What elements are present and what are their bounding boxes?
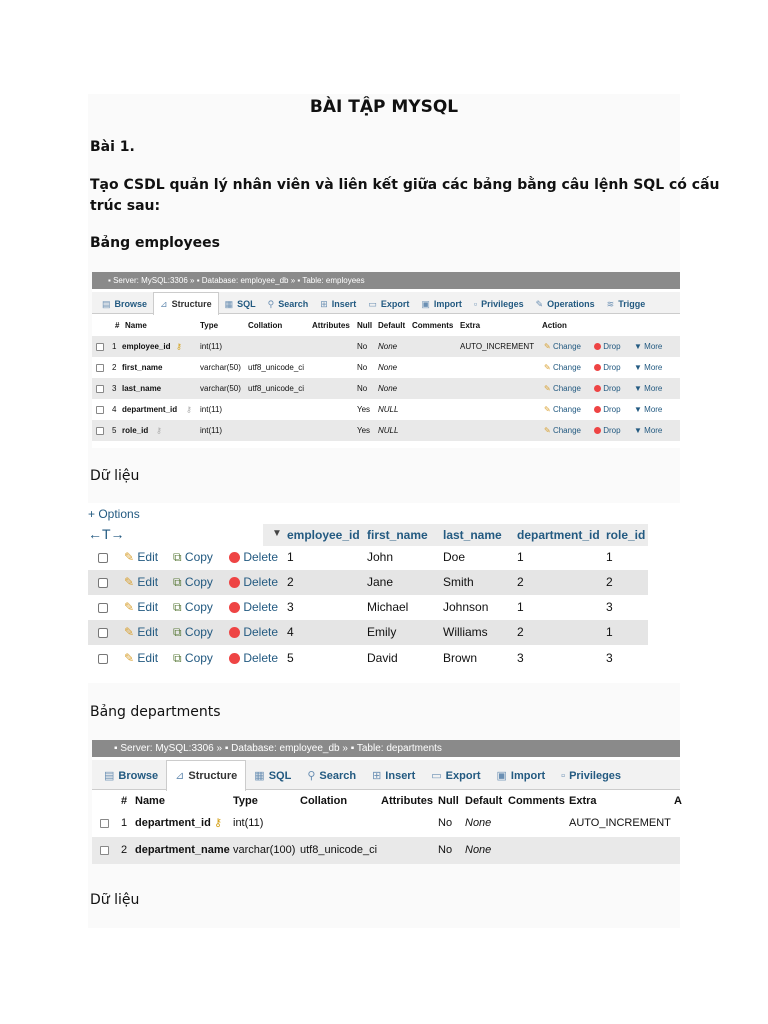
copy-icon: ⧉ bbox=[173, 575, 182, 589]
pencil-icon: ✎ bbox=[124, 575, 135, 589]
copy-button[interactable] bbox=[173, 570, 213, 595]
change-label: Change bbox=[552, 363, 581, 372]
server-icon: ▪ bbox=[114, 743, 121, 754]
row-checkbox[interactable] bbox=[96, 427, 104, 435]
change-button[interactable] bbox=[544, 336, 581, 357]
structure-row bbox=[92, 399, 680, 420]
caret-down-icon: ▼ bbox=[634, 405, 642, 414]
col-null: No bbox=[438, 844, 453, 856]
drop-label: Drop bbox=[603, 405, 621, 414]
tab-label: Import bbox=[510, 770, 546, 782]
col-name: first_name bbox=[122, 363, 163, 372]
tab-export[interactable] bbox=[423, 761, 488, 791]
col-null: Yes bbox=[357, 405, 371, 414]
row-checkbox[interactable] bbox=[98, 603, 108, 613]
col-header-first-name[interactable]: first_name bbox=[367, 528, 428, 542]
edit-button[interactable] bbox=[124, 595, 158, 620]
structure-row bbox=[92, 357, 680, 378]
drop-button[interactable] bbox=[594, 336, 621, 357]
tab-label: Browse bbox=[118, 770, 159, 782]
delete-icon bbox=[229, 577, 240, 588]
drop-button[interactable] bbox=[594, 399, 621, 420]
tab-label: Import bbox=[433, 299, 462, 309]
data-heading-employees: Dữ liệu bbox=[90, 468, 140, 484]
database-icon: ▪ bbox=[224, 743, 232, 754]
table-icon: ▪ bbox=[297, 276, 303, 285]
tab-search[interactable] bbox=[262, 293, 315, 315]
row-checkbox[interactable] bbox=[96, 385, 104, 393]
delete-label: Delete bbox=[243, 575, 279, 589]
triggers-icon: ≋ bbox=[606, 299, 615, 309]
departments-structure-screenshot bbox=[92, 740, 680, 864]
index-key-icon: ⚷ bbox=[156, 426, 162, 435]
delete-label: Delete bbox=[243, 651, 279, 665]
browse-icon: ▤ bbox=[102, 299, 111, 309]
tab-label: Insert bbox=[385, 770, 416, 782]
import-icon: ▣ bbox=[496, 770, 507, 782]
col-header-action: Action bbox=[542, 321, 567, 330]
col-default: NULL bbox=[378, 405, 399, 414]
edit-label: Edit bbox=[137, 550, 159, 564]
cell-department-id[interactable]: 2 bbox=[517, 625, 524, 639]
export-icon: ▭ bbox=[368, 299, 377, 309]
structure-row bbox=[92, 810, 680, 837]
sort-desc-icon: ▼ bbox=[272, 528, 282, 539]
col-name: department_id bbox=[122, 405, 178, 414]
breadcrumb-database[interactable]: Database: employee_db bbox=[201, 276, 289, 285]
col-header-extra: Extra bbox=[569, 795, 597, 807]
tab-privileges[interactable] bbox=[553, 761, 629, 791]
data-heading-departments: Dữ liệu bbox=[90, 892, 140, 908]
export-icon: ▭ bbox=[431, 770, 442, 782]
more-label: More bbox=[644, 426, 663, 435]
structure-row bbox=[92, 378, 680, 399]
row-checkbox[interactable] bbox=[98, 553, 108, 563]
database-icon: ▪ bbox=[196, 276, 202, 285]
col-null: No bbox=[357, 342, 368, 351]
delete-button[interactable] bbox=[229, 570, 278, 595]
cell-role-id[interactable]: 1 bbox=[606, 550, 613, 564]
structure-icon: ⊿ bbox=[175, 770, 185, 782]
copy-icon: ⧉ bbox=[173, 651, 182, 665]
tab-label: Trigge bbox=[618, 299, 646, 309]
column-arrows[interactable]: ←T→ bbox=[88, 526, 125, 542]
col-header-department-id[interactable]: department_id bbox=[517, 528, 600, 542]
wrench-icon: ✎ bbox=[535, 299, 544, 309]
drop-icon bbox=[594, 364, 601, 371]
row-checkbox[interactable] bbox=[100, 819, 109, 828]
delete-button[interactable] bbox=[229, 646, 278, 671]
copy-label: Copy bbox=[184, 651, 213, 665]
delete-label: Delete bbox=[243, 550, 279, 564]
tab-label: Insert bbox=[331, 299, 357, 309]
insert-icon: ⊞ bbox=[372, 770, 382, 782]
drop-icon bbox=[594, 343, 601, 350]
edit-label: Edit bbox=[137, 575, 159, 589]
col-name: department_id bbox=[135, 817, 211, 829]
pencil-icon: ✎ bbox=[124, 600, 135, 614]
breadcrumb-separator: » bbox=[190, 276, 195, 285]
tab-label: Structure bbox=[171, 299, 212, 309]
breadcrumb-server[interactable]: Server: MySQL:3306 bbox=[120, 743, 214, 754]
col-header-default: Default bbox=[465, 795, 503, 807]
edit-label: Edit bbox=[137, 625, 159, 639]
copy-label: Copy bbox=[184, 550, 213, 564]
col-num: 1 bbox=[112, 342, 117, 351]
change-button[interactable] bbox=[544, 399, 581, 420]
breadcrumb bbox=[92, 272, 680, 289]
more-label: More bbox=[644, 342, 663, 351]
breadcrumb-database[interactable]: Database: employee_db bbox=[231, 743, 340, 754]
copy-icon: ⧉ bbox=[173, 600, 182, 614]
privileges-icon: ▫ bbox=[561, 770, 566, 782]
col-extra: AUTO_INCREMENT bbox=[460, 342, 535, 351]
col-header-role-id[interactable]: role_id bbox=[606, 528, 646, 542]
col-header-num: # bbox=[121, 795, 128, 807]
departments-heading: Bảng departments bbox=[90, 704, 221, 720]
pencil-icon: ✎ bbox=[544, 405, 551, 414]
drop-button[interactable] bbox=[594, 378, 621, 399]
col-type: int(11) bbox=[200, 405, 223, 414]
copy-button[interactable] bbox=[173, 595, 213, 620]
cell-role-id[interactable]: 2 bbox=[606, 575, 613, 589]
caret-down-icon: ▼ bbox=[634, 363, 642, 372]
pencil-icon: ✎ bbox=[124, 550, 135, 564]
row-checkbox[interactable] bbox=[98, 654, 108, 664]
col-num: 4 bbox=[112, 405, 117, 414]
copy-button[interactable] bbox=[173, 646, 213, 671]
pencil-icon: ✎ bbox=[544, 363, 551, 372]
col-type: varchar(50) bbox=[200, 363, 241, 372]
tab-label: Export bbox=[445, 770, 481, 782]
row-checkbox[interactable] bbox=[98, 628, 108, 638]
row-checkbox[interactable] bbox=[96, 406, 104, 414]
privileges-icon: ▫ bbox=[473, 299, 478, 309]
drop-label: Drop bbox=[603, 342, 621, 351]
change-label: Change bbox=[552, 384, 581, 393]
tab-label: Operations bbox=[547, 299, 595, 309]
cell-last-name[interactable]: Brown bbox=[443, 651, 478, 665]
tab-label: Structure bbox=[188, 770, 238, 782]
change-button[interactable] bbox=[544, 420, 581, 441]
employees-heading: Bảng employees bbox=[90, 235, 220, 251]
browse-icon: ▤ bbox=[104, 770, 115, 782]
col-header-collation: Collation bbox=[248, 321, 283, 330]
employees-data-grid bbox=[88, 503, 680, 683]
row-checkbox[interactable] bbox=[96, 364, 104, 372]
cell-employee-id[interactable]: 3 bbox=[287, 600, 294, 614]
col-header-comments: Comments bbox=[412, 321, 454, 330]
col-header-collation: Collation bbox=[300, 795, 348, 807]
change-label: Change bbox=[552, 342, 581, 351]
breadcrumb-separator: » bbox=[290, 276, 296, 285]
breadcrumb-table[interactable]: Table: departments bbox=[356, 743, 442, 754]
col-null: Yes bbox=[357, 426, 371, 435]
cell-first-name[interactable]: Emily bbox=[367, 625, 397, 639]
tab-bar bbox=[92, 760, 680, 790]
caret-down-icon: ▼ bbox=[634, 384, 642, 393]
server-icon: ▪ bbox=[108, 276, 114, 285]
tab-browse[interactable] bbox=[96, 761, 166, 791]
copy-icon: ⧉ bbox=[173, 550, 182, 564]
col-type: int(11) bbox=[233, 817, 264, 829]
cell-employee-id[interactable]: 2 bbox=[287, 575, 294, 589]
edit-button[interactable] bbox=[124, 545, 158, 570]
pencil-icon: ✎ bbox=[544, 426, 551, 435]
pencil-icon: ✎ bbox=[124, 625, 135, 639]
row-checkbox[interactable] bbox=[100, 846, 109, 855]
col-header-default: Default bbox=[378, 321, 406, 330]
col-header-comments: Comments bbox=[508, 795, 565, 807]
delete-icon bbox=[229, 602, 240, 613]
col-header-null: Null bbox=[438, 795, 459, 807]
tab-label: Export bbox=[380, 299, 410, 309]
col-name: last_name bbox=[122, 384, 162, 393]
delete-icon bbox=[229, 552, 240, 563]
breadcrumb-separator: » bbox=[216, 743, 223, 754]
cell-first-name[interactable]: John bbox=[367, 550, 394, 564]
breadcrumb-server[interactable]: Server: MySQL:3306 bbox=[113, 276, 188, 285]
cell-role-id[interactable]: 3 bbox=[606, 600, 613, 614]
document-title: BÀI TẬP MYSQL bbox=[309, 97, 459, 117]
col-header-extra: Extra bbox=[460, 321, 481, 330]
col-num: 3 bbox=[112, 384, 117, 393]
copy-icon: ⧉ bbox=[173, 625, 182, 639]
col-null: No bbox=[357, 384, 368, 393]
import-icon: ▣ bbox=[421, 299, 430, 309]
col-null: No bbox=[357, 363, 368, 372]
col-type: int(11) bbox=[200, 342, 223, 351]
cell-employee-id[interactable]: 5 bbox=[287, 651, 294, 665]
drop-label: Drop bbox=[603, 426, 621, 435]
structure-icon: ⊿ bbox=[160, 299, 168, 309]
drop-button[interactable] bbox=[594, 420, 621, 441]
tab-label: Search bbox=[319, 770, 357, 782]
table-row bbox=[88, 646, 648, 671]
breadcrumb bbox=[92, 740, 680, 757]
copy-label: Copy bbox=[184, 575, 213, 589]
delete-button[interactable] bbox=[229, 620, 278, 645]
employees-structure-screenshot bbox=[92, 272, 680, 448]
col-name: employee_id bbox=[122, 342, 171, 351]
tab-operations[interactable] bbox=[530, 293, 601, 315]
tab-browse[interactable] bbox=[96, 293, 153, 315]
col-header-null: Null bbox=[357, 321, 373, 330]
breadcrumb-table[interactable]: Table: employees bbox=[302, 276, 365, 285]
more-label: More bbox=[644, 384, 663, 393]
delete-label: Delete bbox=[243, 600, 279, 614]
cell-role-id[interactable]: 1 bbox=[606, 625, 613, 639]
cell-department-id[interactable]: 3 bbox=[517, 651, 524, 665]
sql-icon: ▦ bbox=[254, 770, 265, 782]
copy-label: Copy bbox=[184, 625, 213, 639]
more-button[interactable] bbox=[634, 399, 662, 420]
col-default: None bbox=[465, 817, 492, 829]
change-label: Change bbox=[552, 426, 581, 435]
col-header-last-name[interactable]: last_name bbox=[443, 528, 502, 542]
pencil-icon: ✎ bbox=[124, 651, 135, 665]
col-type: varchar(50) bbox=[200, 384, 241, 393]
sql-icon: ▦ bbox=[224, 299, 234, 309]
drop-label: Drop bbox=[603, 384, 621, 393]
pencil-icon: ✎ bbox=[544, 384, 551, 393]
tab-label: SQL bbox=[268, 770, 292, 782]
col-type: int(11) bbox=[200, 426, 223, 435]
drop-button[interactable] bbox=[594, 357, 621, 378]
more-label: More bbox=[644, 363, 663, 372]
task-line-2: trúc sau: bbox=[90, 198, 161, 214]
caret-down-icon: ▼ bbox=[634, 426, 642, 435]
cell-department-id[interactable]: 1 bbox=[517, 550, 524, 564]
col-header-type: Type bbox=[233, 795, 258, 807]
index-key-icon: ⚷ bbox=[186, 405, 192, 414]
cell-employee-id[interactable]: 1 bbox=[287, 550, 294, 564]
structure-header-row bbox=[92, 315, 680, 336]
col-default: None bbox=[465, 844, 492, 856]
table-row bbox=[88, 570, 648, 595]
cell-department-id[interactable]: 2 bbox=[517, 575, 524, 589]
search-icon: ⚲ bbox=[267, 299, 275, 309]
col-header-num: # bbox=[115, 321, 120, 330]
col-extra: AUTO_INCREMENT bbox=[569, 817, 671, 829]
primary-key-icon: ⚷ bbox=[176, 342, 182, 351]
tab-insert[interactable] bbox=[364, 761, 423, 791]
tab-export[interactable] bbox=[362, 293, 415, 315]
col-num: 2 bbox=[112, 363, 117, 372]
pencil-icon: ✎ bbox=[544, 342, 551, 351]
change-label: Change bbox=[552, 405, 581, 414]
delete-button[interactable] bbox=[229, 545, 278, 570]
options-link[interactable]: + Options bbox=[88, 507, 140, 521]
col-name: role_id bbox=[122, 426, 149, 435]
delete-button[interactable] bbox=[229, 595, 278, 620]
col-header-employee-id[interactable]: employee_id bbox=[287, 528, 360, 542]
edit-label: Edit bbox=[137, 651, 159, 665]
col-header-attributes: Attributes bbox=[312, 321, 350, 330]
cell-last-name[interactable]: Williams bbox=[443, 625, 488, 639]
drop-icon bbox=[594, 385, 601, 392]
col-type: varchar(100) bbox=[233, 844, 296, 856]
tab-sql[interactable] bbox=[219, 293, 262, 315]
delete-icon bbox=[229, 627, 240, 638]
edit-button[interactable] bbox=[124, 620, 158, 645]
cell-role-id[interactable]: 3 bbox=[606, 651, 613, 665]
tab-label: Privileges bbox=[569, 770, 622, 782]
cell-first-name[interactable]: David bbox=[367, 651, 398, 665]
cell-department-id[interactable]: 1 bbox=[517, 600, 524, 614]
cell-first-name[interactable]: Jane bbox=[367, 575, 394, 589]
delete-icon bbox=[229, 653, 240, 664]
more-button[interactable] bbox=[634, 420, 662, 441]
edit-button[interactable] bbox=[124, 646, 158, 671]
copy-button[interactable] bbox=[173, 620, 213, 645]
copy-button[interactable] bbox=[173, 545, 213, 570]
col-header-attributes: Attributes bbox=[381, 795, 433, 807]
delete-label: Delete bbox=[243, 625, 279, 639]
col-collation: utf8_unicode_ci bbox=[248, 363, 305, 372]
tab-structure[interactable] bbox=[166, 760, 246, 791]
col-default: None bbox=[378, 363, 398, 372]
cell-last-name[interactable]: Doe bbox=[443, 550, 466, 564]
drop-icon bbox=[594, 427, 601, 434]
tab-triggers[interactable] bbox=[601, 293, 652, 315]
col-header-action: A bbox=[674, 795, 682, 807]
change-button[interactable] bbox=[544, 378, 581, 399]
search-icon: ⚲ bbox=[307, 770, 316, 782]
col-header-name: Name bbox=[135, 795, 165, 807]
col-collation: utf8_unicode_ci bbox=[300, 844, 378, 856]
breadcrumb-separator: » bbox=[342, 743, 348, 754]
col-default: None bbox=[378, 342, 398, 351]
col-num: 1 bbox=[121, 817, 128, 829]
col-num: 5 bbox=[112, 426, 117, 435]
col-name: department_name bbox=[135, 844, 230, 856]
col-header-type: Type bbox=[200, 321, 219, 330]
cell-employee-id[interactable]: 4 bbox=[287, 625, 294, 639]
row-checkbox[interactable] bbox=[96, 343, 104, 351]
tab-structure[interactable] bbox=[153, 292, 219, 315]
tab-sql[interactable] bbox=[246, 761, 299, 791]
exercise-heading: Bài 1. bbox=[90, 139, 135, 155]
insert-icon: ⊞ bbox=[320, 299, 328, 309]
more-button[interactable] bbox=[634, 357, 662, 378]
cell-last-name[interactable]: Smith bbox=[443, 575, 474, 589]
caret-down-icon: ▼ bbox=[634, 342, 642, 351]
table-row bbox=[88, 595, 648, 620]
document-page bbox=[88, 94, 720, 928]
structure-row bbox=[92, 837, 680, 864]
structure-row bbox=[92, 420, 680, 441]
change-button[interactable] bbox=[544, 357, 581, 378]
col-null: No bbox=[438, 817, 453, 829]
table-row bbox=[88, 620, 648, 645]
tab-privileges[interactable] bbox=[468, 293, 530, 315]
drop-icon bbox=[594, 406, 601, 413]
table-icon: ▪ bbox=[350, 743, 357, 754]
more-button[interactable] bbox=[634, 378, 662, 399]
table-row bbox=[88, 545, 648, 570]
cell-first-name[interactable]: Michael bbox=[367, 600, 409, 614]
cell-last-name[interactable]: Johnson bbox=[443, 600, 489, 614]
tab-label: Browse bbox=[114, 299, 148, 309]
more-label: More bbox=[644, 405, 663, 414]
col-collation: utf8_unicode_ci bbox=[248, 384, 305, 393]
tab-label: Privileges bbox=[481, 299, 524, 309]
col-header-name: Name bbox=[125, 321, 147, 330]
row-checkbox[interactable] bbox=[98, 578, 108, 588]
structure-row bbox=[92, 336, 680, 357]
edit-button[interactable] bbox=[124, 570, 158, 595]
col-default: None bbox=[378, 384, 398, 393]
primary-key-icon: ⚷ bbox=[214, 817, 223, 829]
tab-label: SQL bbox=[237, 299, 256, 309]
tab-label: Search bbox=[278, 299, 309, 309]
copy-label: Copy bbox=[184, 600, 213, 614]
tab-import[interactable] bbox=[415, 293, 468, 315]
task-line-1: Tạo CSDL quản lý nhân viên và liên kết giữa các bảng bằng câu lệnh SQL có cấu bbox=[90, 177, 720, 193]
col-default: NULL bbox=[378, 426, 399, 435]
tab-search[interactable] bbox=[299, 761, 364, 791]
tab-import[interactable] bbox=[489, 761, 554, 791]
tab-bar bbox=[92, 292, 680, 314]
tab-insert[interactable] bbox=[314, 293, 362, 315]
more-button[interactable] bbox=[634, 336, 662, 357]
edit-label: Edit bbox=[137, 600, 159, 614]
drop-label: Drop bbox=[603, 363, 621, 372]
col-num: 2 bbox=[121, 844, 128, 856]
